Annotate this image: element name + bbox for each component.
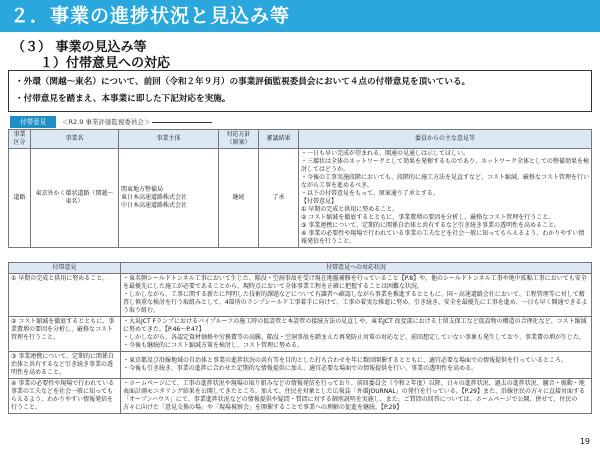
page-title: ２．事業の進捗状況と見込み等	[0, 0, 600, 32]
row-response: ・ホームページにて、工事の進捗状況や現場の取り組みなどの情報発信を行っており、前回委員会（令和２年度）以降、日々の進捗状況、過去の進捗状況、騒音・振動・地表面計測モニタリング結果を公開してきたところ。加えて、住民を対象とした広報誌「外環JOURNAL」の発行を行っている。【P.29】また、沿線住民の方々に直接対面する「オープンハウス」にて、事業進捗状況などの情報提供や疑問・質問に対する個別説明を実施し、また、ご質問の回答については、ホームページで公開、併せて、住民の方々に向けた「意見交換の場」や「現場視察会」を開催することで事業への理解の促進を継続。【P.29】	[121, 379, 592, 414]
header-result: 審議結果	[259, 130, 299, 149]
header-response: 付帯意見への対応状況	[121, 263, 592, 274]
opinion-table	[8, 129, 592, 248]
header-opinions: 委員からの主な意見等	[299, 130, 592, 149]
row-opinion: ④ 事業の必要性や現場で行われている事業の工夫などを社会一般に知ってもらえるよう、わかりやすい情報発信を行うこと。	[9, 379, 121, 414]
table-row	[9, 379, 592, 414]
cell-result: 了承	[259, 149, 299, 248]
subsection-heading: １）付帯意見への対応	[40, 56, 171, 71]
cell-category: 道路	[9, 149, 31, 248]
summary-line: ・外環（関越～東名）について、前回（令和２年９月）の事業評価監視委員会において４点の付帯意見を頂いている。	[15, 77, 471, 87]
table-row	[9, 352, 592, 379]
row-response: ・東名側シールドトンネル工事において生じた、陥没・空洞事故を受け現在地盤補修を行っていること【P.8】や、他のシールドトンネル工事や地中拡幅工事においても安全を最優先にした施工が必要であることから、現時点において全体事業工程を正確に把握することは困難な状況。 ・しかしながら、工事に関する新たに判明した技術的課題などについて有識者へ確認しながら事業を推進するとともに、国・高速道路会社において、工程管理等に対して精査し慎重な検討を行う取組みとして、4箇所のランプシールド工事着手に向けて、工事の着実な推進に努め、引き続き、安全を最優先に工事を進め、一日も早く開通できるよう取り組む。	[121, 274, 592, 317]
table-row	[9, 317, 592, 352]
header-entity: 事業主体	[119, 130, 219, 149]
header-name: 事業名	[31, 130, 119, 149]
header-category: 事業区分	[9, 130, 31, 149]
cell-entity: 関東地方整備局 東日本高速道路株式会社 中日本高速道路株式会社	[119, 149, 219, 248]
row-response: ・東京都及び沿線地域の自治体と事業の進捗状況の共有等を目的とした打ち合わせを年に数回開催するとともに、適宜必要な場面での情報提供を行っているところ。 ・今後も引き続き、事業の進捗に合わせた定期的な情報提供に加え、適宜必要な場面での情報提供を行い、事業の透明性を高める。	[121, 352, 592, 379]
header-policy: 対応方針（原案）	[219, 130, 259, 149]
row-opinion: ① 早期の完成と供用に努めること。	[9, 274, 121, 317]
header-opinion: 付帯意見	[9, 263, 121, 274]
row-opinion: ③ 事業連携について、定期的に関係自治体と共有するなど引き続き事業の透明性を高めること。	[9, 352, 121, 379]
row-response: ・大泉JCT Fランプにおけるパイプルーフの施工時の仮設管と本設管の接続方法の見直しや、東名JCT 改変部における土留支保工など仮設物の構造の合理化など、コスト縮減に努めてきた。【P.46～P.47】 ・しかしながら、各認定資材価格や労務費等の高騰、陥没・空洞事故を踏まえた再発防止対策の対応など、前回想定していない事象も発生しており、事業費の増が生じた。 ・今後も継続的にコスト縮減方策を検討し、コスト管理に努める。	[121, 317, 592, 352]
row-opinion: ② コスト縮減を徹底するとともに、事業費増の要因を分析し、厳格なコスト管理を行うこと。	[9, 317, 121, 352]
table-row	[9, 274, 592, 317]
summary-line: ・付帯意見を踏まえ、本事業に即した下記対応を実施。	[15, 94, 231, 104]
opinion-tag: 付帯意見	[10, 116, 56, 128]
cell-policy: 継続	[219, 149, 259, 248]
summary-box	[8, 70, 592, 112]
cell-opinions: ・一日も早い完成が望まれる。開通の見通しは示してほしい。 ・三環状は全体のネットワークとして効果を発揮するものであり、ネットワーク全体としての整備効果を検討してはどうか。 ・今後の工事実施段階においても、段階的に施工方法を見直すなど、コスト縮減、厳格なコスト管理を行いながら工事を進めるべき。 ・以下の付帯意見をもって、原案通り了承とする。 【付帯意見】 ① 早期の完成と供用に努めること。 ② コスト縮減を徹底するとともに、事業費増の要因を分析し、厳格なコスト管理を行うこと。 ③ 事業連携について、定期的に関係自治体と共有するなど引き続き事業の透明性を高めること。 ④ 事業の必要性や現場で行われている事業の工夫などを社会一般に知ってもらえるよう、わかりやすい情報発信を行うこと。	[299, 149, 592, 248]
committee-caption: ＜R2.9 事業評価監視委員会＞	[62, 116, 212, 128]
page-number: 19	[579, 437, 590, 446]
section-heading: （３） 事業の見込み等	[12, 40, 147, 55]
cell-name: 東京外かく環状道路（関越～東名）	[31, 149, 119, 248]
response-table	[8, 262, 592, 414]
